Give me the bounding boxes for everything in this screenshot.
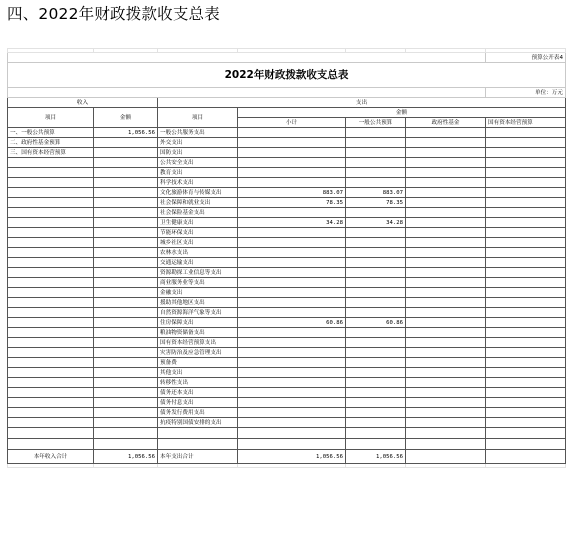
gov-fund-cell bbox=[406, 128, 486, 138]
total-row bbox=[8, 450, 566, 464]
col-soe-budget: 国有资本经营预算 bbox=[486, 118, 566, 128]
income-item-cell bbox=[8, 278, 94, 288]
general-budget-cell: 883.07 bbox=[346, 188, 406, 198]
subtotal-cell bbox=[238, 208, 346, 218]
subtotal-cell: 60.86 bbox=[238, 318, 346, 328]
income-amount-cell: 1,056.56 bbox=[94, 128, 158, 138]
general-budget-cell bbox=[346, 288, 406, 298]
expense-header: 支出 bbox=[158, 98, 566, 108]
income-amount-cell bbox=[94, 378, 158, 388]
total-subtotal: 1,056.56 bbox=[238, 450, 346, 464]
soe-budget-cell bbox=[486, 208, 566, 218]
section-header-row bbox=[8, 98, 566, 108]
subtotal-cell bbox=[238, 388, 346, 398]
gov-fund-cell bbox=[406, 158, 486, 168]
gov-fund-cell bbox=[406, 138, 486, 148]
expense-item-cell: 城乡社区支出 bbox=[158, 238, 238, 248]
subtotal-cell bbox=[238, 418, 346, 428]
income-item-cell bbox=[8, 248, 94, 258]
subtotal-cell bbox=[238, 328, 346, 338]
table-row bbox=[8, 288, 566, 298]
gov-fund-cell bbox=[406, 378, 486, 388]
subtotal-cell: 78.35 bbox=[238, 198, 346, 208]
expense-item-cell: 灾害防治及应急管理支出 bbox=[158, 348, 238, 358]
table-row bbox=[8, 188, 566, 198]
subtotal-cell bbox=[238, 308, 346, 318]
subtotal-cell bbox=[238, 178, 346, 188]
soe-budget-cell bbox=[486, 168, 566, 178]
gov-fund-cell bbox=[406, 278, 486, 288]
income-amount-cell bbox=[94, 268, 158, 278]
soe-budget-cell bbox=[486, 238, 566, 248]
expense-item-cell: 自然资源海洋气象等支出 bbox=[158, 308, 238, 318]
general-budget-cell: 60.86 bbox=[346, 318, 406, 328]
general-budget-cell bbox=[346, 358, 406, 368]
subtotal-cell bbox=[238, 258, 346, 268]
unit-row bbox=[8, 88, 566, 98]
table-row bbox=[8, 338, 566, 348]
income-total-amount: 1,056.56 bbox=[94, 450, 158, 464]
income-item-cell bbox=[8, 268, 94, 278]
expense-item-cell: 预备费 bbox=[158, 358, 238, 368]
table-row bbox=[8, 158, 566, 168]
gov-fund-cell bbox=[406, 228, 486, 238]
table-row bbox=[8, 228, 566, 238]
soe-budget-cell bbox=[486, 288, 566, 298]
col-general-budget: 一般公共预算 bbox=[346, 118, 406, 128]
income-item-cell bbox=[8, 198, 94, 208]
table-row bbox=[8, 388, 566, 398]
spacer-row bbox=[8, 464, 566, 468]
expense-item-cell: 援助其他地区支出 bbox=[158, 298, 238, 308]
table-row bbox=[8, 178, 566, 188]
income-item-cell bbox=[8, 218, 94, 228]
gov-fund-cell bbox=[406, 328, 486, 338]
gov-fund-cell bbox=[406, 258, 486, 268]
soe-budget-cell bbox=[486, 158, 566, 168]
general-budget-cell: 78.35 bbox=[346, 198, 406, 208]
income-item-cell bbox=[8, 418, 94, 428]
general-budget-cell bbox=[346, 248, 406, 258]
subtotal-cell bbox=[238, 288, 346, 298]
income-item-cell bbox=[8, 178, 94, 188]
income-amount-cell bbox=[94, 248, 158, 258]
soe-budget-cell bbox=[486, 188, 566, 198]
col-income-item: 项目 bbox=[8, 108, 94, 128]
income-header: 收入 bbox=[8, 98, 158, 108]
gov-fund-cell bbox=[406, 268, 486, 278]
expense-item-cell: 商业服务业等支出 bbox=[158, 278, 238, 288]
table-row bbox=[8, 328, 566, 338]
soe-budget-cell bbox=[486, 328, 566, 338]
table-row bbox=[8, 168, 566, 178]
expense-item-cell: 其他支出 bbox=[158, 368, 238, 378]
total-gov-fund bbox=[406, 450, 486, 464]
income-item-cell bbox=[8, 308, 94, 318]
general-budget-cell bbox=[346, 348, 406, 358]
income-item-cell: 二、政府性基金预算 bbox=[8, 138, 94, 148]
soe-budget-cell bbox=[486, 258, 566, 268]
subtotal-cell bbox=[238, 168, 346, 178]
general-budget-cell bbox=[346, 418, 406, 428]
general-budget-cell bbox=[346, 128, 406, 138]
expense-item-cell: 节能环保支出 bbox=[158, 228, 238, 238]
income-amount-cell bbox=[94, 148, 158, 158]
gov-fund-cell bbox=[406, 238, 486, 248]
income-amount-cell bbox=[94, 258, 158, 268]
income-item-cell bbox=[8, 258, 94, 268]
subtotal-cell bbox=[238, 338, 346, 348]
gov-fund-cell bbox=[406, 348, 486, 358]
soe-budget-cell bbox=[486, 218, 566, 228]
general-budget-cell bbox=[346, 368, 406, 378]
table-row bbox=[8, 418, 566, 428]
gov-fund-cell bbox=[406, 298, 486, 308]
income-amount-cell bbox=[94, 198, 158, 208]
expense-item-cell: 转移性支出 bbox=[158, 378, 238, 388]
general-budget-cell bbox=[346, 328, 406, 338]
income-item-cell bbox=[8, 338, 94, 348]
subtotal-cell bbox=[238, 138, 346, 148]
gov-fund-cell bbox=[406, 218, 486, 228]
expense-item-cell: 文化旅游体育与传媒支出 bbox=[158, 188, 238, 198]
subtotal-cell bbox=[238, 298, 346, 308]
general-budget-cell bbox=[346, 228, 406, 238]
income-item-cell: 一、一般公共预算 bbox=[8, 128, 94, 138]
table-row bbox=[8, 278, 566, 288]
general-budget-cell bbox=[346, 338, 406, 348]
subtotal-cell bbox=[238, 128, 346, 138]
subtotal-cell bbox=[238, 148, 346, 158]
income-item-cell bbox=[8, 388, 94, 398]
soe-budget-cell bbox=[486, 408, 566, 418]
expense-item-cell: 教育支出 bbox=[158, 168, 238, 178]
page-title: 四、2022年财政拨款收支总表 bbox=[7, 5, 220, 23]
subtotal-cell bbox=[238, 408, 346, 418]
blank-row bbox=[8, 428, 566, 439]
subtotal-cell bbox=[238, 348, 346, 358]
subtotal-cell bbox=[238, 228, 346, 238]
gov-fund-cell bbox=[406, 308, 486, 318]
expense-item-cell: 社会保障和就业支出 bbox=[158, 198, 238, 208]
form-number: 预算公开表4 bbox=[486, 53, 566, 63]
expense-item-cell: 债务付息支出 bbox=[158, 398, 238, 408]
income-item-cell bbox=[8, 398, 94, 408]
general-budget-cell bbox=[346, 278, 406, 288]
income-amount-cell bbox=[94, 288, 158, 298]
table-row bbox=[8, 258, 566, 268]
general-budget-cell bbox=[346, 158, 406, 168]
subtotal-cell: 883.07 bbox=[238, 188, 346, 198]
gov-fund-cell bbox=[406, 288, 486, 298]
expense-item-cell: 粮油物资储备支出 bbox=[158, 328, 238, 338]
table-row bbox=[8, 208, 566, 218]
table-row bbox=[8, 138, 566, 148]
expense-total-label: 本年支出合计 bbox=[158, 450, 238, 464]
expense-item-cell: 交通运输支出 bbox=[158, 258, 238, 268]
table-row bbox=[8, 318, 566, 328]
subtotal-cell bbox=[238, 278, 346, 288]
subtotal-cell bbox=[238, 398, 346, 408]
table-row bbox=[8, 368, 566, 378]
income-item-cell bbox=[8, 288, 94, 298]
expense-item-cell: 一般公共服务支出 bbox=[158, 128, 238, 138]
expense-item-cell: 社会保险基金支出 bbox=[158, 208, 238, 218]
income-amount-cell bbox=[94, 168, 158, 178]
table-row bbox=[8, 248, 566, 258]
soe-budget-cell bbox=[486, 198, 566, 208]
general-budget-cell bbox=[346, 298, 406, 308]
income-amount-cell bbox=[94, 238, 158, 248]
soe-budget-cell bbox=[486, 398, 566, 408]
col-subtotal: 小计 bbox=[238, 118, 346, 128]
gov-fund-cell bbox=[406, 368, 486, 378]
expense-item-cell: 公共安全支出 bbox=[158, 158, 238, 168]
income-amount-cell bbox=[94, 278, 158, 288]
unit-label: 单位：万元 bbox=[486, 88, 566, 98]
table-row bbox=[8, 378, 566, 388]
expense-item-cell: 债务还本支出 bbox=[158, 388, 238, 398]
soe-budget-cell bbox=[486, 388, 566, 398]
gov-fund-cell bbox=[406, 148, 486, 158]
gov-fund-cell bbox=[406, 168, 486, 178]
subtotal-cell bbox=[238, 378, 346, 388]
income-item-cell bbox=[8, 408, 94, 418]
soe-budget-cell bbox=[486, 338, 566, 348]
general-budget-cell bbox=[346, 238, 406, 248]
expense-item-cell: 金融支出 bbox=[158, 288, 238, 298]
table-title: 2022年财政拨款收支总表 bbox=[8, 63, 566, 88]
soe-budget-cell bbox=[486, 358, 566, 368]
table-row bbox=[8, 148, 566, 158]
income-item-cell bbox=[8, 318, 94, 328]
income-amount-cell bbox=[94, 188, 158, 198]
table-row bbox=[8, 408, 566, 418]
total-general-budget: 1,056.56 bbox=[346, 450, 406, 464]
income-item-cell bbox=[8, 378, 94, 388]
income-item-cell bbox=[8, 228, 94, 238]
income-item-cell bbox=[8, 238, 94, 248]
gov-fund-cell bbox=[406, 358, 486, 368]
general-budget-cell: 34.28 bbox=[346, 218, 406, 228]
expense-item-cell: 外交支出 bbox=[158, 138, 238, 148]
table-row bbox=[8, 198, 566, 208]
soe-budget-cell bbox=[486, 138, 566, 148]
income-amount-cell bbox=[94, 388, 158, 398]
soe-budget-cell bbox=[486, 418, 566, 428]
income-item-cell bbox=[8, 328, 94, 338]
gov-fund-cell bbox=[406, 418, 486, 428]
income-amount-cell bbox=[94, 178, 158, 188]
income-amount-cell bbox=[94, 358, 158, 368]
income-item-cell bbox=[8, 168, 94, 178]
table-row bbox=[8, 238, 566, 248]
subtotal-cell bbox=[238, 368, 346, 378]
general-budget-cell bbox=[346, 138, 406, 148]
table-row bbox=[8, 398, 566, 408]
general-budget-cell bbox=[346, 168, 406, 178]
gov-fund-cell bbox=[406, 318, 486, 328]
soe-budget-cell bbox=[486, 228, 566, 238]
income-item-cell bbox=[8, 208, 94, 218]
gov-fund-cell bbox=[406, 388, 486, 398]
subtotal-cell: 34.28 bbox=[238, 218, 346, 228]
income-amount-cell bbox=[94, 338, 158, 348]
general-budget-cell bbox=[346, 258, 406, 268]
soe-budget-cell bbox=[486, 128, 566, 138]
gov-fund-cell bbox=[406, 398, 486, 408]
income-amount-cell bbox=[94, 308, 158, 318]
soe-budget-cell bbox=[486, 348, 566, 358]
col-amount-group: 金额 bbox=[238, 108, 566, 118]
expense-item-cell: 科学技术支出 bbox=[158, 178, 238, 188]
col-income-amount: 金额 bbox=[94, 108, 158, 128]
gov-fund-cell bbox=[406, 178, 486, 188]
expense-item-cell: 住房保障支出 bbox=[158, 318, 238, 328]
general-budget-cell bbox=[346, 398, 406, 408]
form-number-row bbox=[8, 53, 566, 63]
income-item-cell bbox=[8, 158, 94, 168]
income-amount-cell bbox=[94, 328, 158, 338]
expense-item-cell: 资源勘探工业信息等支出 bbox=[158, 268, 238, 278]
soe-budget-cell bbox=[486, 268, 566, 278]
income-amount-cell bbox=[94, 228, 158, 238]
expense-item-cell: 抗疫特别国债安排的支出 bbox=[158, 418, 238, 428]
income-item-cell bbox=[8, 348, 94, 358]
col-gov-fund: 政府性基金 bbox=[406, 118, 486, 128]
soe-budget-cell bbox=[486, 318, 566, 328]
soe-budget-cell bbox=[486, 148, 566, 158]
table-row bbox=[8, 348, 566, 358]
expense-item-cell: 农林水支出 bbox=[158, 248, 238, 258]
subtotal-cell bbox=[238, 268, 346, 278]
soe-budget-cell bbox=[486, 248, 566, 258]
expense-item-cell: 国防支出 bbox=[158, 148, 238, 158]
general-budget-cell bbox=[346, 208, 406, 218]
title-row bbox=[8, 63, 566, 88]
general-budget-cell bbox=[346, 268, 406, 278]
income-amount-cell bbox=[94, 398, 158, 408]
budget-table bbox=[7, 48, 566, 468]
soe-budget-cell bbox=[486, 278, 566, 288]
general-budget-cell bbox=[346, 378, 406, 388]
income-amount-cell bbox=[94, 138, 158, 148]
income-amount-cell bbox=[94, 348, 158, 358]
income-amount-cell bbox=[94, 408, 158, 418]
subtotal-cell bbox=[238, 358, 346, 368]
soe-budget-cell bbox=[486, 308, 566, 318]
gov-fund-cell bbox=[406, 198, 486, 208]
table-row bbox=[8, 298, 566, 308]
table-row bbox=[8, 308, 566, 318]
total-soe-budget bbox=[486, 450, 566, 464]
gov-fund-cell bbox=[406, 248, 486, 258]
col-expense-item: 项目 bbox=[158, 108, 238, 128]
income-amount-cell bbox=[94, 158, 158, 168]
general-budget-cell bbox=[346, 308, 406, 318]
subtotal-cell bbox=[238, 248, 346, 258]
general-budget-cell bbox=[346, 148, 406, 158]
table-row bbox=[8, 268, 566, 278]
soe-budget-cell bbox=[486, 298, 566, 308]
income-total-label: 本年收入合计 bbox=[8, 450, 94, 464]
gov-fund-cell bbox=[406, 408, 486, 418]
soe-budget-cell bbox=[486, 178, 566, 188]
table-row bbox=[8, 218, 566, 228]
income-amount-cell bbox=[94, 418, 158, 428]
income-amount-cell bbox=[94, 368, 158, 378]
general-budget-cell bbox=[346, 178, 406, 188]
table-row bbox=[8, 128, 566, 138]
expense-item-cell: 卫生健康支出 bbox=[158, 218, 238, 228]
expense-item-cell: 债务发行费用支出 bbox=[158, 408, 238, 418]
budget-sheet bbox=[7, 48, 565, 553]
income-amount-cell bbox=[94, 208, 158, 218]
table-row bbox=[8, 358, 566, 368]
income-item-cell bbox=[8, 188, 94, 198]
column-header-row-1 bbox=[8, 108, 566, 118]
gov-fund-cell bbox=[406, 208, 486, 218]
income-amount-cell bbox=[94, 318, 158, 328]
income-item-cell bbox=[8, 298, 94, 308]
gov-fund-cell bbox=[406, 338, 486, 348]
income-amount-cell bbox=[94, 298, 158, 308]
income-item-cell bbox=[8, 368, 94, 378]
general-budget-cell bbox=[346, 388, 406, 398]
income-item-cell: 三、国有资本经营预算 bbox=[8, 148, 94, 158]
soe-budget-cell bbox=[486, 378, 566, 388]
general-budget-cell bbox=[346, 408, 406, 418]
income-amount-cell bbox=[94, 218, 158, 228]
expense-item-cell: 国有资本经营预算支出 bbox=[158, 338, 238, 348]
soe-budget-cell bbox=[486, 368, 566, 378]
blank-row bbox=[8, 439, 566, 450]
subtotal-cell bbox=[238, 158, 346, 168]
gov-fund-cell bbox=[406, 188, 486, 198]
subtotal-cell bbox=[238, 238, 346, 248]
income-item-cell bbox=[8, 358, 94, 368]
